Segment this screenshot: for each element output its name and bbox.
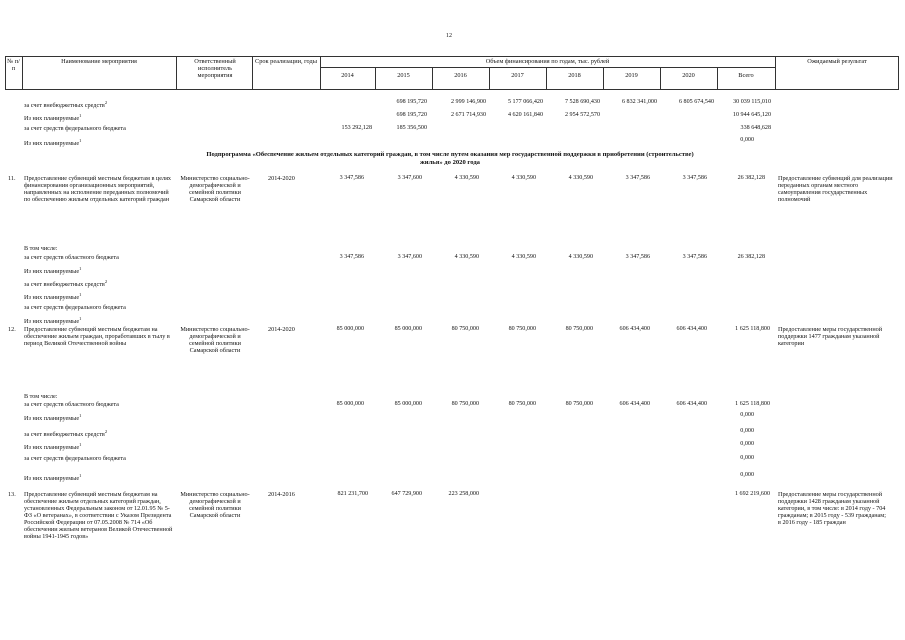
header-col-sep [22,56,23,89]
header-name: Наименование мероприятия [61,58,137,65]
header-col-sep [898,56,899,89]
subrow-label: Из них планируемые$^1$ [24,316,82,326]
row-label: за счет средств федерального бюджета [24,125,126,132]
value-2015: 85 000,000 [394,401,422,407]
value-2018: 4 330,590 [568,175,593,181]
value-2017: 80 750,000 [508,401,536,407]
value-2020: 606 434,400 [676,401,707,407]
subrow-label: Из них планируемые$^1$ [24,292,82,302]
subrow-label: за счет средств федерального бюджета [24,455,126,462]
value-2017: 4 330,590 [511,254,536,260]
item-result: Предоставление меры государственной поддержки 1477 гражданам указанной категории [778,326,883,347]
value-total: 30 039 115,010 [733,99,771,105]
value-2016: 223 258,000 [448,491,479,497]
value-2015: 698 195,720 [396,99,427,105]
value-2016: 80 750,000 [451,326,479,332]
value-total: 26 382,128 [737,175,765,181]
value-2014: 821 231,700 [337,491,368,497]
header-year: 2014 [341,72,354,79]
value-total: 1 692 219,600 [734,491,770,497]
item-result: Предоставление меры государственной поддержки 1428 гражданам указанной категории, в том числе: в 2014 году - 704 гражданам; в 2015 году - 539 гражданам; в 2016 году - 185 граждан [778,491,886,526]
value-2016: 2 671 714,930 [450,112,486,118]
value-total: 0,000 [740,137,754,143]
value-2016: 4 330,590 [454,254,479,260]
value-2017: 4 620 161,840 [507,112,543,118]
value-total: 10 944 645,120 [732,112,771,118]
subrow-label: Из них планируемые$^1$ [24,413,82,423]
value-2015: 698 195,720 [396,112,427,118]
header-year: 2019 [625,72,638,79]
header-responsible: Ответственный исполнитель мероприятия [194,58,236,79]
value-total: 1 625 118,800 [735,326,770,332]
item-responsible: Министерство социально-демографической и семейной политики Самарской области [180,491,250,519]
item-responsible: Министерство социально-демографической и семейной политики Самарской области [180,175,250,203]
value-2014: 85 000,000 [336,326,364,332]
subrow-label: Из них планируемые$^1$ [24,473,82,483]
item-responsible: Министерство социально-демографической и семейной политики Самарской области [180,326,250,354]
item-name: Предоставление субвенций местным бюджетам на обеспечение жильем отдельных категорий граждан, установленных Федеральным законом от 12.01.95 № 5-ФЗ «О ветеранах», в соответствии с Указом Президента Российской Федерации от 07.05.2008 № 714 «Об обеспечении жильем ветеранов Великой Отечественной войны 1941-1945 годов» [24,491,173,540]
value-total: 0,000 [740,472,754,478]
value-2017: 80 750,000 [508,326,536,332]
value-total: 0,000 [740,428,754,434]
subrow-label: Из них планируемые$^1$ [24,266,82,276]
header-num: № п/п [7,58,20,72]
subrow-label: за счет средств федерального бюджета [24,304,126,311]
value-total: 0,000 [740,441,754,447]
value-total: 0,000 [740,455,754,461]
item-number: 13. [8,491,16,498]
item-result: Предоставление субвенций для реализации переданных органам местного самоуправления государственных полномочий [778,175,893,203]
value-2017: 5 177 066,420 [507,99,543,105]
value-total: 338 648,628 [740,125,771,131]
value-2020: 6 805 674,540 [678,99,714,105]
row-label: за счет внебюджетных средств$^2$ [24,100,108,110]
value-2017: 4 330,590 [511,175,536,181]
page-number: 12 [446,33,452,39]
value-2016: 80 750,000 [451,401,479,407]
value-2018: 4 330,590 [568,254,593,260]
value-2019: 3 347,586 [625,175,650,181]
value-2020: 606 434,400 [676,326,707,332]
value-2018: 80 750,000 [565,401,593,407]
value-2016: 4 330,590 [454,175,479,181]
header-col-sep [775,56,776,89]
value-2015: 85 000,000 [394,326,422,332]
row-label: Из них планируемые$^1$ [24,138,82,148]
value-2020: 3 347,586 [682,254,707,260]
subprogram-title: Подпрограмма «Обеспечение жильем отдельных категорий граждан, в том числе путем оказания мер государственной поддержки в приобретении (строительстве) жилья» до 2020 года [206,151,694,166]
header-year: 2020 [682,72,695,79]
header-top-border [5,56,899,57]
subrow-label: за счет внебюджетных средств$^2$ [24,279,108,289]
header-col-sep [252,56,253,89]
value-2015: 3 347,600 [397,254,422,260]
subrow-label: за счет внебюджетных средств$^2$ [24,429,108,439]
header-year: 2017 [511,72,524,79]
item-name: Предоставление субвенций местным бюджетам в целях финансирования организационных мероприятий, направленных на исполнение переданных полномочий по обеспечению жильем отдельных категорий граждан [24,175,172,203]
value-2018: 80 750,000 [565,326,593,332]
row-label: Из них планируемые$^1$ [24,113,82,123]
value-2018: 7 528 690,430 [564,99,600,105]
header-col-sep [176,56,177,89]
item-name: Предоставление субвенций местным бюджетам на обеспечение жильем граждан, проработавших в тылу в период Великой Отечественной войны [24,326,170,347]
value-2020: 3 347,586 [682,175,707,181]
value-total: 1 625 118,800 [735,401,770,407]
subrow-label: за счет средств областного бюджета [24,254,119,261]
value-total: 0,000 [740,412,754,418]
value-2019: 3 347,586 [625,254,650,260]
item-number: 12. [8,326,16,333]
subrow-label: Из них планируемые$^1$ [24,442,82,452]
header-result: Ожидаемый результат [807,58,867,65]
value-2014: 153 292,128 [341,125,372,131]
value-2016: 2 999 146,900 [450,99,486,105]
header-total: Всего [738,72,754,79]
item-period: 2014-2016 [268,491,295,498]
item-number: 11. [8,175,16,182]
value-total: 26 382,128 [737,254,765,260]
value-2019: 606 434,400 [619,401,650,407]
subrow-label: за счет средств областного бюджета [24,401,119,408]
value-2019: 606 434,400 [619,326,650,332]
header-period: Срок реализации, годы [255,58,317,65]
item-period: 2014-2020 [268,175,295,182]
subrow-label: В том числе: [24,393,58,400]
header-year: 2016 [454,72,467,79]
header-bottom-border [5,89,899,90]
value-2015: 185 356,500 [396,125,427,131]
header-funding: Объем финансирования по годам, тыс. рублей [485,58,610,65]
header-year: 2015 [397,72,410,79]
value-2015: 647 729,900 [391,491,422,497]
item-period: 2014-2020 [268,326,295,333]
value-2014: 3 347,586 [339,175,364,181]
value-2019: 6 832 341,000 [621,99,657,105]
header-years-divider [320,67,775,68]
value-2014: 85 000,000 [336,401,364,407]
value-2015: 3 347,600 [397,175,422,181]
subrow-label: В том числе: [24,245,58,252]
value-2018: 2 954 572,570 [564,112,600,118]
value-2014: 3 347,586 [339,254,364,260]
header-year: 2018 [568,72,581,79]
